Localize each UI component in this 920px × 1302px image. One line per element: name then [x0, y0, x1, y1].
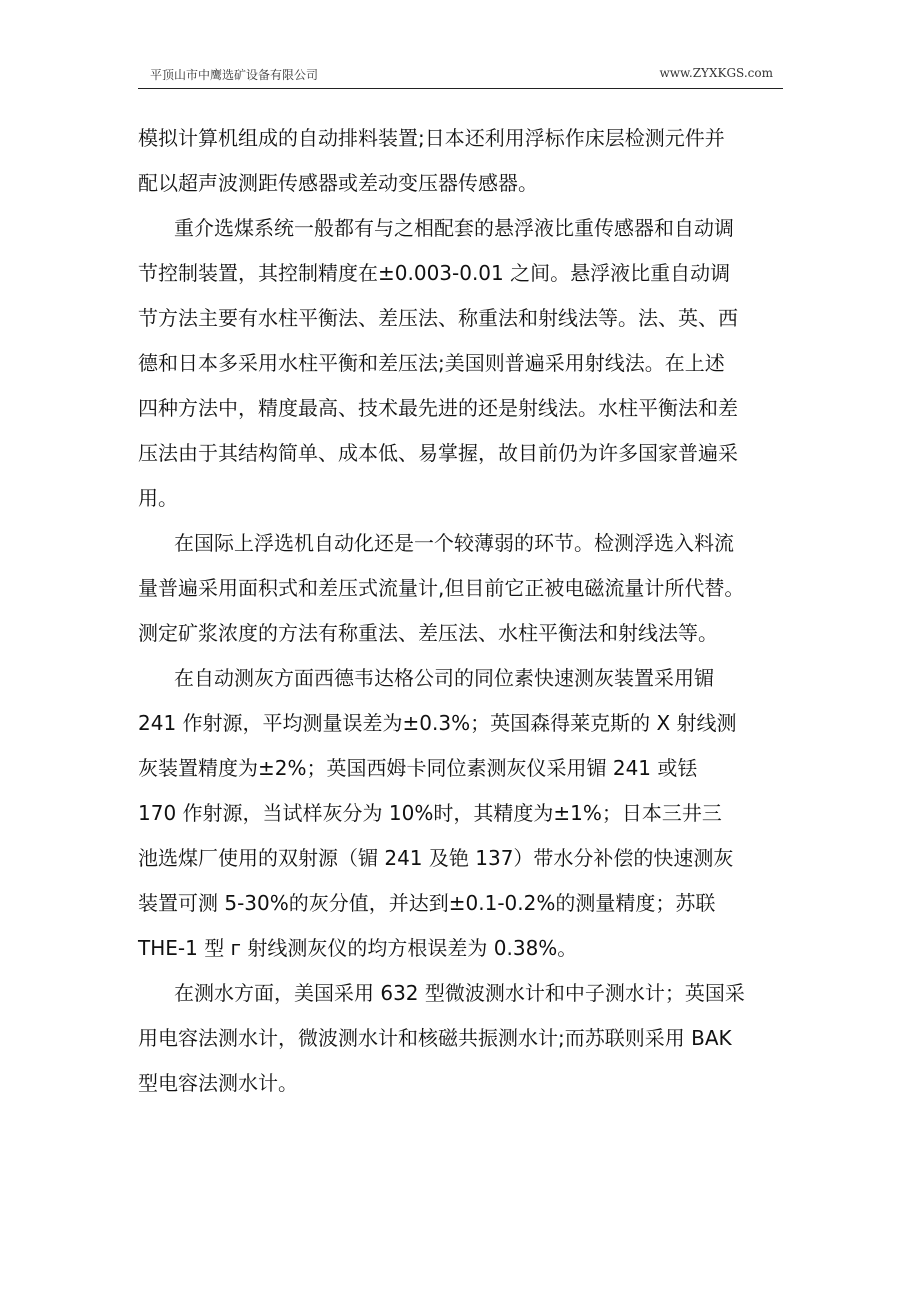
text-line: 170 作射源，当试样灰分为 10%时，其精度为±1%；日本三井三 — [138, 801, 722, 825]
text-line: 在自动测灰方面西德韦达格公司的同位素快速测灰装置采用镅 — [174, 666, 714, 690]
text-line: 池选煤厂使用的双射源（镅 241 及铯 137）带水分补偿的快速测灰 — [138, 846, 734, 870]
text-line: 量普遍采用面积式和差压式流量计,但目前它正被电磁流量计所代替。 — [138, 576, 745, 600]
text-line: 模拟计算机组成的自动排料装置;日本还利用浮标作床层检测元件并 — [138, 126, 725, 150]
text-line: 四种方法中，精度最高、技术最先进的还是射线法。水柱平衡法和差 — [138, 396, 738, 420]
paragraph — [138, 116, 788, 206]
text-line: 节方法主要有水柱平衡法、差压法、称重法和射线法等。法、英、西 — [138, 306, 738, 330]
paragraph — [138, 206, 788, 521]
company-name: 平顶山市中鹰选矿设备有限公司 — [150, 68, 319, 82]
paragraph — [138, 971, 788, 1106]
website-url: www.ZYXKGS.com — [659, 66, 773, 80]
text-line: 节控制装置，其控制精度在±0.003-0.01 之间。悬浮液比重自动调 — [138, 261, 731, 285]
text-line: 在国际上浮选机自动化还是一个较薄弱的环节。检测浮选入料流 — [174, 531, 734, 555]
paragraph — [138, 521, 788, 656]
text-line: 在测水方面，美国采用 632 型微波测水计和中子测水计；英国采 — [174, 981, 745, 1005]
text-line: 型电容法测水计。 — [138, 1071, 298, 1095]
text-line: THE-1 型 г 射线测灰仪的均方根误差为 0.38%。 — [138, 936, 578, 960]
text-line: 测定矿浆浓度的方法有称重法、差压法、水柱平衡法和射线法等。 — [138, 621, 718, 645]
page-header — [138, 62, 783, 89]
document-body — [138, 116, 788, 1106]
paragraph — [138, 656, 788, 971]
text-line: 用电容法测水计，微波测水计和核磁共振测水计;而苏联则采用 BAK — [138, 1026, 732, 1050]
text-line: 装置可测 5-30%的灰分值，并达到±0.1-0.2%的测量精度；苏联 — [138, 891, 716, 915]
text-line: 重介选煤系统一般都有与之相配套的悬浮液比重传感器和自动调 — [174, 216, 734, 240]
text-line: 灰装置精度为±2%；英国西姆卡同位素测灰仪采用镅 241 或铥 — [138, 756, 698, 780]
text-line: 用。 — [138, 486, 178, 510]
text-line: 德和日本多采用水柱平衡和差压法;美国则普遍采用射线法。在上述 — [138, 351, 725, 375]
text-line: 配以超声波测距传感器或差动变压器传感器。 — [138, 171, 538, 195]
text-line: 241 作射源，平均测量误差为±0.3%；英国森得莱克斯的 X 射线测 — [138, 711, 737, 735]
text-line: 压法由于其结构简单、成本低、易掌握，故目前仍为许多国家普遍采 — [138, 441, 738, 465]
